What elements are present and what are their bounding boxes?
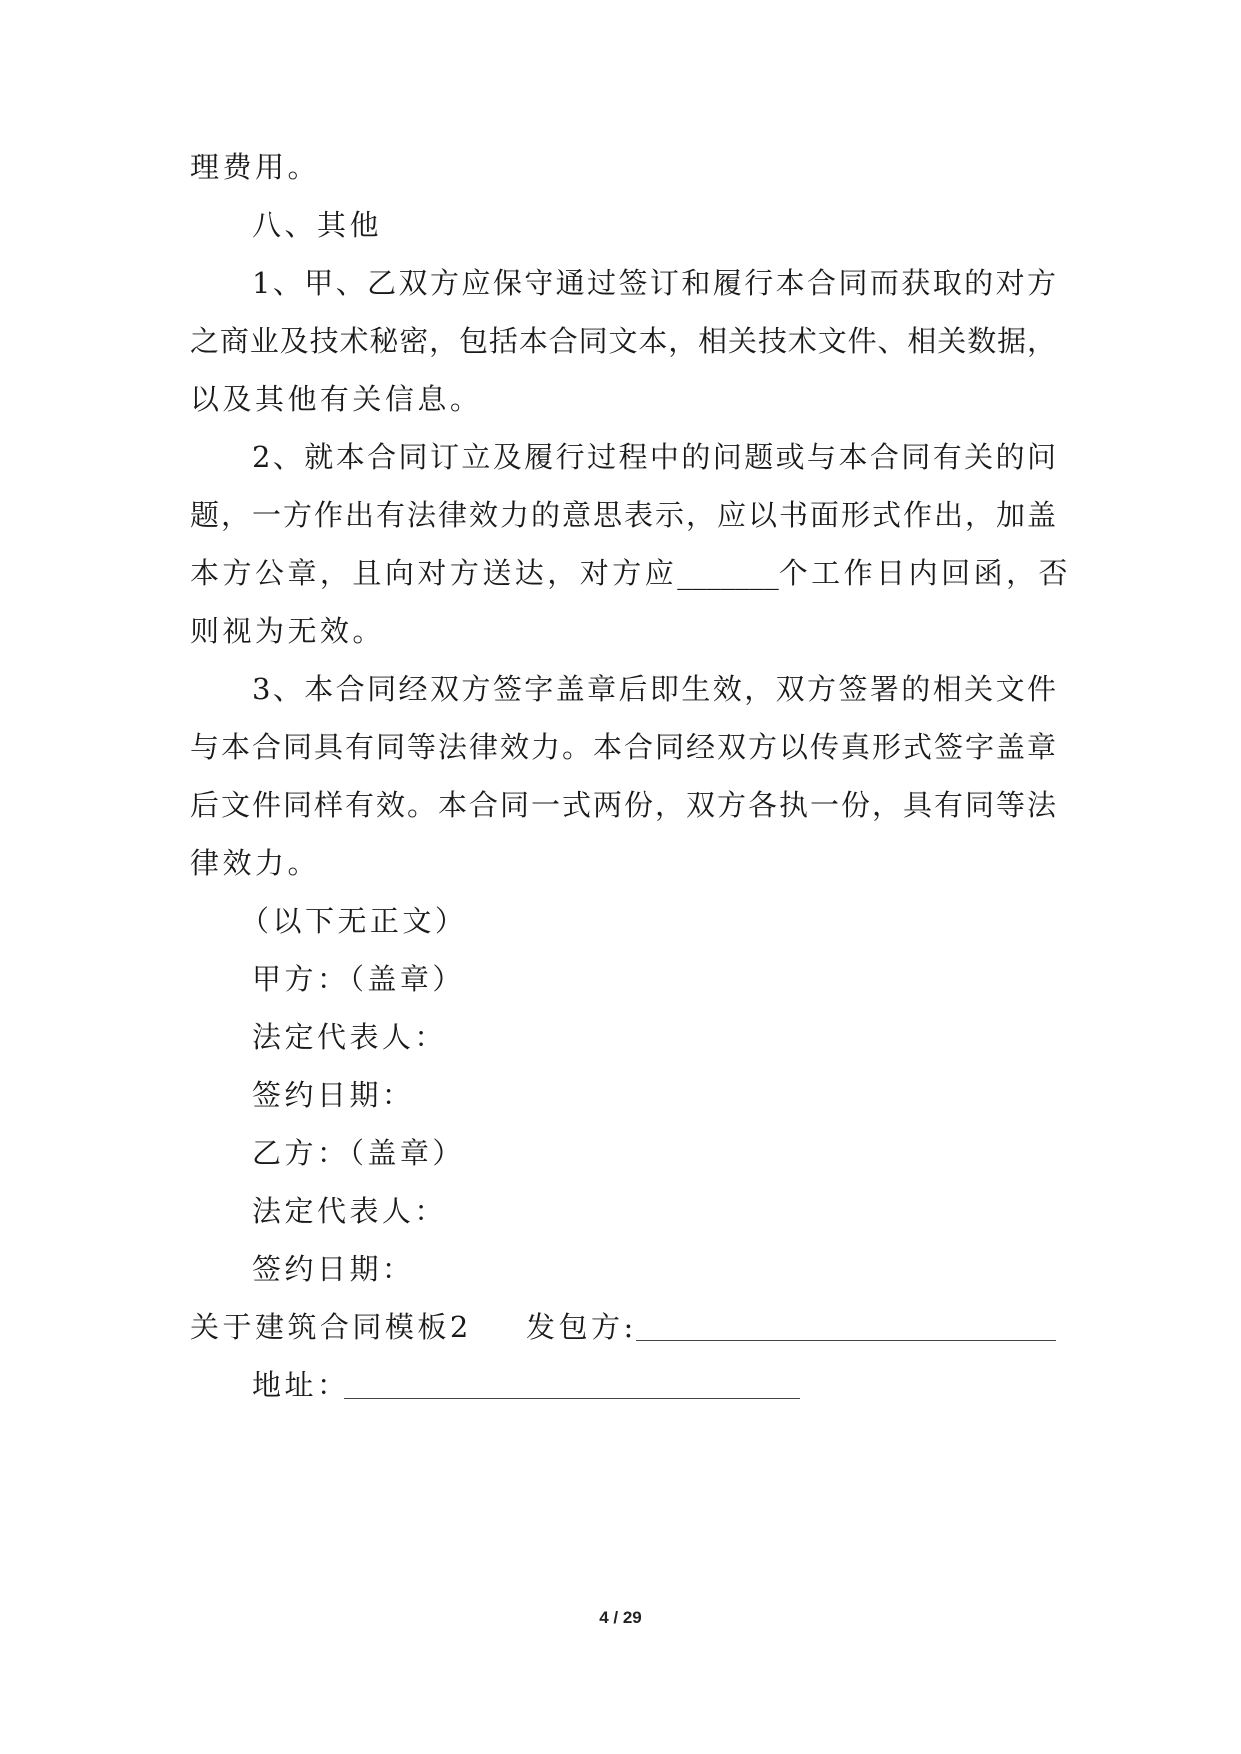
paragraph-3-line-3: 后文件同样有效。本合同一式两份，双方各执一份，具有同等法	[190, 788, 1056, 822]
reply-days-blank: _______	[677, 556, 779, 590]
party-a-seal: 甲方：（盖章）	[252, 962, 465, 996]
address-blank-line	[344, 1372, 800, 1399]
paragraph-3-line-2: 与本合同具有同等法律效力。本合同经双方以传真形式签字盖章	[190, 730, 1056, 764]
party-a-sign-date: 签约日期：	[252, 1078, 415, 1112]
paragraph-2-line-3-start: 本方公章，且向对方送达，对方应	[190, 556, 678, 590]
no-body-text-note: （以下无正文）	[240, 904, 468, 938]
employer-blank-line	[636, 1314, 1056, 1341]
paragraph-2-line-1: 2、就本合同订立及履行过程中的问题或与本合同有关的问	[252, 440, 1056, 474]
paragraph-3-line-1: 3、本合同经双方签字盖章后即生效，双方签署的相关文件	[252, 672, 1056, 706]
paragraph-2-line-3-end: 个工作日内回函，否	[778, 556, 1072, 590]
template-2-title: 关于建筑合同模板2	[190, 1310, 472, 1344]
paragraph-1-line-3: 以及其他有关信息。	[190, 382, 483, 416]
paragraph-2-line-2: 题，一方作出有法律效力的意思表示，应以书面形式作出，加盖	[190, 498, 1056, 532]
party-b-seal: 乙方：（盖章）	[252, 1136, 465, 1170]
paragraph-1-line-2: 之商业及技术秘密，包括本合同文本，相关技术文件、相关数据，	[190, 324, 1056, 358]
paragraph-3-line-4: 律效力。	[190, 846, 320, 880]
party-a-representative: 法定代表人：	[252, 1020, 447, 1054]
employer-label: 发包方:	[526, 1310, 637, 1344]
text-line: 理费用。	[190, 150, 320, 184]
section-heading: 八、其他	[252, 208, 382, 242]
paragraph-2-line-4: 则视为无效。	[190, 614, 385, 648]
paragraph-2-line-3	[190, 556, 1071, 590]
party-b-sign-date: 签约日期：	[252, 1252, 415, 1286]
party-b-representative: 法定代表人：	[252, 1194, 447, 1228]
address-label: 地址：	[252, 1368, 350, 1402]
page-number: 4 / 29	[599, 1608, 642, 1627]
paragraph-1-line-1: 1、甲、乙双方应保守通过签订和履行本合同而获取的对方	[252, 266, 1056, 300]
